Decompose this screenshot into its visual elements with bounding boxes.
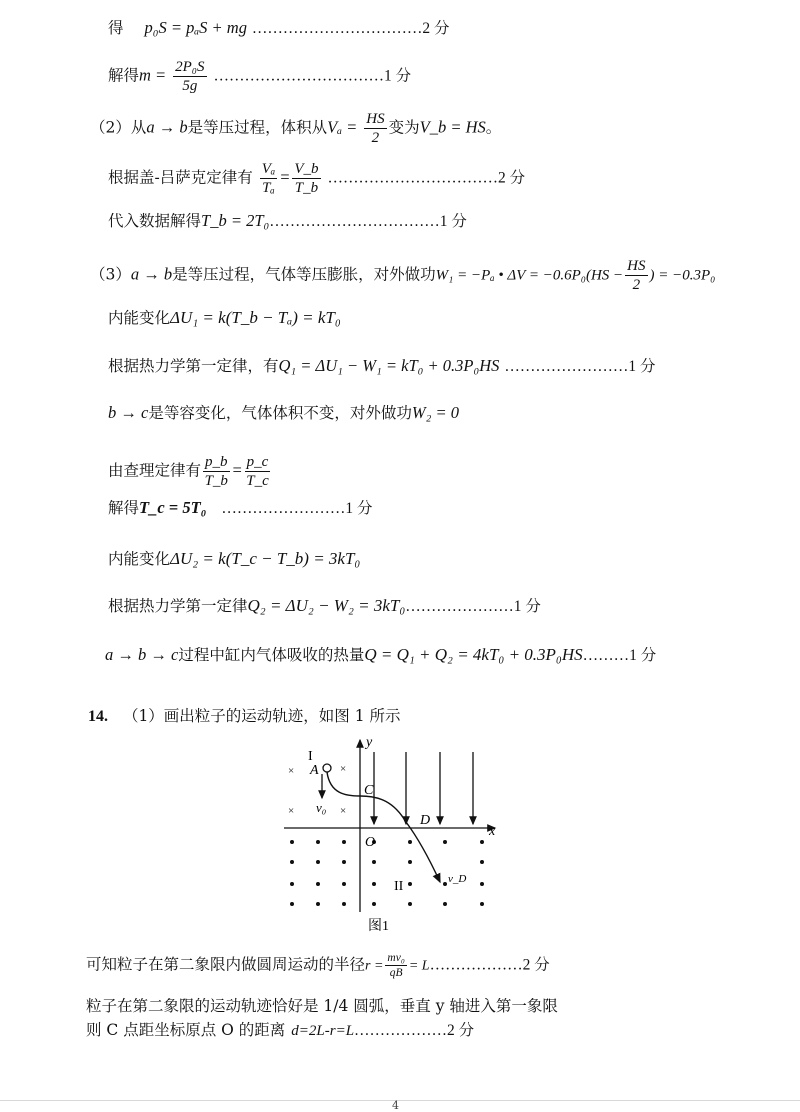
text-mid: 变为 xyxy=(388,118,420,137)
text-mid: 过程中缸内气体吸收的热量 xyxy=(178,646,365,664)
score-points: ……………………………2 分 xyxy=(327,169,526,187)
equation: Q₁ = ΔU₁ − W₁ = kT₀ + 0.3P₀HS xyxy=(278,356,500,375)
fraction-numerator: HS xyxy=(627,258,646,274)
text-lead: （3） xyxy=(90,265,131,284)
eq-line-11 xyxy=(108,498,372,519)
score-points: ……………………1 分 xyxy=(504,358,656,375)
fraction-numerator: p_b xyxy=(205,454,228,470)
text-lead: 解得 xyxy=(108,499,140,517)
equals-sign: = xyxy=(279,167,291,187)
footer-divider xyxy=(0,1100,800,1101)
particle-a xyxy=(323,764,331,772)
text-lead: 代入数据解得 xyxy=(108,212,202,230)
fraction xyxy=(203,453,230,490)
svg-text:×: × xyxy=(340,763,347,775)
label-d: D xyxy=(420,813,431,828)
fraction xyxy=(292,160,320,197)
fraction xyxy=(173,58,206,95)
text-lead: 由查理定律有 xyxy=(108,461,202,480)
question-number: 14. xyxy=(88,708,108,725)
fraction xyxy=(364,110,386,147)
equation: Q = Q₁ + Q₂ = 4kT₀ + 0.3P₀HS xyxy=(364,645,583,664)
score-points: ………………2 分 xyxy=(429,956,550,974)
text-mid: 是等容变化，气体体积不变，对外做功 xyxy=(148,404,412,422)
score-points: ……………………………1 分 xyxy=(213,67,412,85)
fraction-denominator: T_c xyxy=(246,473,269,489)
equals-sign: = xyxy=(231,460,243,480)
fraction-numerator: V_b xyxy=(294,161,319,177)
fraction-denominator: Tₐ xyxy=(262,180,275,196)
score-points: ……………………1 分 xyxy=(221,500,373,517)
equation: W₂ = 0 xyxy=(411,403,459,422)
fraction-denominator: 5g xyxy=(182,78,198,94)
fraction xyxy=(245,453,271,490)
text-lead: 根据热力学第一定律 xyxy=(108,597,248,615)
eq-line-4 xyxy=(108,160,525,197)
equation: V_b = HS xyxy=(419,117,486,137)
label-region-2: II xyxy=(394,879,404,894)
process-label: a → b → c xyxy=(105,645,179,664)
eq-line-5 xyxy=(108,211,467,232)
fraction-denominator: T_b xyxy=(204,473,228,489)
text-lead: 则 C 点距坐标原点 O 的距离 xyxy=(86,1021,286,1039)
explanation-text: 粒子在第二象限的运动轨迹恰好是 1/4 圆弧，垂直 y 轴进入第一象限 xyxy=(86,997,558,1015)
eq-line-13 xyxy=(108,596,541,617)
fraction-numerator: Vₐ xyxy=(261,161,276,177)
text-lead: 根据盖-吕萨克定律有 xyxy=(108,168,253,187)
text-lead: 解得 xyxy=(108,66,140,85)
score-points: ………………2 分 xyxy=(354,1022,475,1039)
eq-line-9 xyxy=(108,403,459,423)
text-line-18 xyxy=(86,1020,474,1041)
equation-var: Vₐ = xyxy=(327,117,358,137)
score-points: …………………1 分 xyxy=(405,598,541,615)
text-lead: 内能变化 xyxy=(108,550,171,568)
text-end: 。 xyxy=(485,118,502,137)
fraction-denominator: 2 xyxy=(371,130,380,146)
text-line-17 xyxy=(86,996,558,1016)
fraction xyxy=(625,257,647,294)
equation: T_c = 5T₀ xyxy=(139,498,207,517)
svg-text:×: × xyxy=(340,805,347,817)
svg-text:×: × xyxy=(288,805,295,817)
label-region-1: I xyxy=(308,749,313,764)
label-v0: v₀ xyxy=(316,800,327,815)
equation: d=2L-r=L xyxy=(291,1023,355,1039)
text-lead: 内能变化 xyxy=(108,309,171,327)
fraction xyxy=(260,160,278,197)
equation: Q₂ = ΔU₂ − W₂ = 3kT₀ xyxy=(247,596,406,615)
eq-line-12 xyxy=(108,549,360,569)
fraction-numerator: p_c xyxy=(246,454,269,470)
text-lead: 得 xyxy=(108,19,124,37)
equation: ΔU₁ = k(T_b − Tₐ) = kT₀ xyxy=(170,308,341,327)
score-points: ……………………………1 分 xyxy=(269,213,467,230)
eq-line-2 xyxy=(108,58,411,95)
eq-line-14 xyxy=(105,645,656,666)
process-label: b → c xyxy=(108,403,149,422)
eq-line-10 xyxy=(108,453,272,490)
eq-line-6 xyxy=(90,257,715,294)
text-lead: 可知粒子在第二象限内做圆周运动的半径 xyxy=(86,955,366,974)
fraction-denominator: T_b xyxy=(294,180,319,196)
label-y: y xyxy=(366,735,373,750)
equation: = L xyxy=(408,958,430,974)
fraction-denominator: 2 xyxy=(632,277,641,293)
label-c: C xyxy=(364,783,374,798)
equation: W₁ = −Pₐ • ΔV = −0.6P₀(HS − xyxy=(435,267,624,284)
fraction-denominator: qB xyxy=(389,967,403,979)
fraction-numerator: HS xyxy=(366,111,385,127)
fraction-numerator: mv₀ xyxy=(387,952,405,964)
text-mid: 是等压过程，体积从 xyxy=(187,118,328,137)
text-lead: （2）从 xyxy=(90,118,147,137)
eq-line-8 xyxy=(108,356,655,377)
equation-var: m = xyxy=(139,65,167,85)
score-points: ………1 分 xyxy=(582,647,657,664)
label-o: O xyxy=(365,835,376,850)
figure-caption: 图1 xyxy=(368,919,389,934)
fraction xyxy=(385,951,406,980)
equation: ) = −0.3P₀ xyxy=(649,267,716,284)
text-mid: 是等压过程，气体等压膨胀，对外做功 xyxy=(172,265,436,284)
text-lead: 根据热力学第一定律，有 xyxy=(108,357,279,375)
figure-1 xyxy=(270,732,510,934)
equation: T_b = 2T₀ xyxy=(201,211,270,230)
svg-text:×: × xyxy=(288,765,295,777)
equation: ΔU₂ = k(T_c − T_b) = 3kT₀ xyxy=(170,549,361,568)
fraction-numerator: 2P₀S xyxy=(175,59,205,75)
eq-line-7 xyxy=(108,308,341,328)
score-points: ……………………………2 分 xyxy=(251,20,450,37)
process-label: a → b xyxy=(146,117,188,137)
page-number: 4 xyxy=(392,1099,399,1112)
question-14-header xyxy=(88,706,401,727)
equation-var: r = xyxy=(365,958,384,974)
equation: p₀S = pₐS + mg xyxy=(144,18,247,37)
label-x: x xyxy=(489,824,496,839)
process-label: a → b xyxy=(130,264,173,284)
label-vd: v_D xyxy=(448,873,467,885)
eq-line-1 xyxy=(108,18,450,39)
eq-line-16 xyxy=(86,951,550,980)
label-a: A xyxy=(310,763,319,778)
question-text: （1）画出粒子的运动轨迹，如图 1 所示 xyxy=(122,707,401,725)
eq-line-3 xyxy=(90,110,501,147)
